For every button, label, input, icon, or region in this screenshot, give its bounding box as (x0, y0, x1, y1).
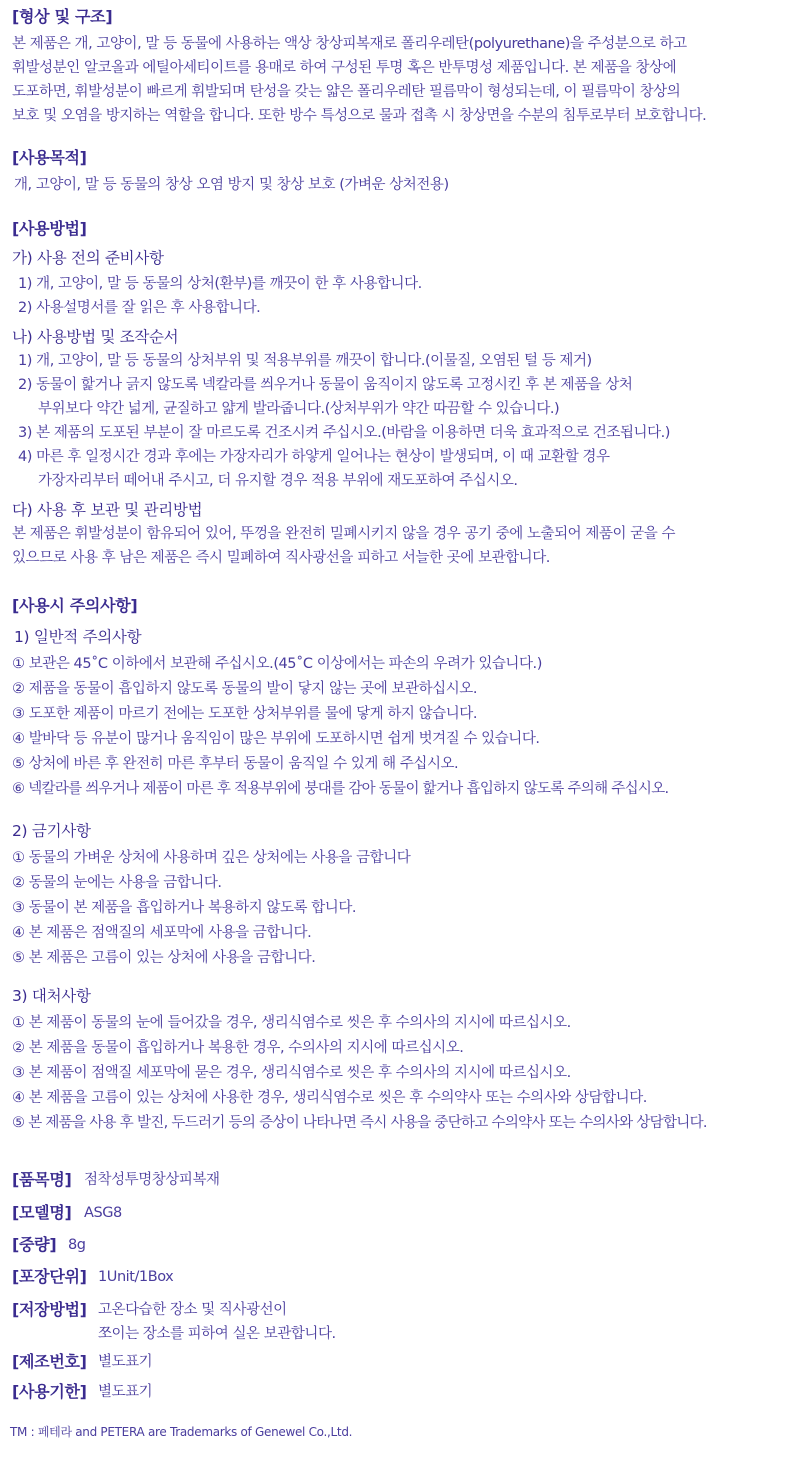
purpose-heading: [사용목적] (12, 148, 87, 167)
model-value: ASG8 (84, 1205, 122, 1221)
prohibit-item: ② 동물의 눈에는 사용을 금합니다. (12, 875, 222, 891)
general-item: ④ 발바닥 등 유분이 많거나 움직임이 많은 부위에 도포하시면 쉽게 벗겨질 수 있습니다. (12, 731, 540, 747)
step-item: 4) 마른 후 일정시간 경과 후에는 가장자리가 하얗게 일어나는 현상이 발생되며, 이 때 교환할 경우 (18, 449, 610, 465)
shape-line: 휘발성분인 알코올과 에틸아세티이트를 용매로 하여 구성된 투명 혹은 반투명성 제품입니다. 본 제품을 창상에 (12, 60, 677, 76)
weight-label: [중량] (12, 1235, 57, 1254)
general-title: 1) 일반적 주의사항 (14, 628, 142, 646)
response-item: ② 본 제품을 동물이 흡입하거나 복용한 경우, 수의사의 지시에 따르십시오. (12, 1040, 464, 1056)
lot-number-value: 별도표기 (98, 1354, 153, 1370)
shape-line: 도포하면, 휘발성분이 빠르게 휘발되며 탄성을 갖는 얇은 폴리우레탄 필름막이 형성되는데, 이 필름막이 창상의 (12, 84, 681, 100)
weight-value: 8g (68, 1237, 86, 1253)
response-item: ① 본 제품이 동물의 눈에 들어갔을 경우, 생리식염수로 씻은 후 수의사의 지시에 따르십시오. (12, 1015, 571, 1031)
expiry-label: [사용기한] (12, 1382, 87, 1401)
general-item: ⑤ 상처에 바른 후 완전히 마른 후부터 동물이 움직일 수 있게 해 주십시오. (12, 756, 459, 772)
general-item: ⑥ 넥칼라를 씌우거나 제품이 마른 후 적용부위에 붕대를 감아 동물이 핥거나 흡입하지 않도록 주의해 주십시오. (12, 781, 669, 797)
storage-line: 있으므로 사용 후 남은 제품은 즉시 밀폐하여 직사광선을 피하고 서늘한 곳에 보관합니다. (12, 550, 550, 566)
shape-line: 보호 및 오염을 방지하는 역할을 합니다. 또한 방수 특성으로 물과 접촉 시 창상면을 수분의 침투로부터 보호합니다. (12, 108, 707, 124)
lot-number-label: [제조번호] (12, 1352, 87, 1371)
general-item: ② 제품을 동물이 흡입하지 않도록 동물의 발이 닿지 않는 곳에 보관하십시오. (12, 681, 478, 697)
response-item: ④ 본 제품을 고름이 있는 상처에 사용한 경우, 생리식염수로 씻은 후 수의약사 또는 수의사와 상담합니다. (12, 1090, 647, 1106)
prohibit-title: 2) 금기사항 (12, 822, 91, 840)
item-name-label: [품목명] (12, 1170, 72, 1189)
cautions-heading: [사용시 주의사항] (12, 596, 138, 615)
general-item: ③ 도포한 제품이 마르기 전에는 도포한 상처부위를 물에 닿게 하지 않습니다. (12, 706, 478, 722)
step-item: 가장자리부터 떼어내 주시고, 더 유지할 경우 적용 부위에 재도포하여 주십시오. (38, 473, 518, 489)
prohibit-item: ③ 동물이 본 제품을 흡입하거나 복용하지 않도록 합니다. (12, 900, 357, 916)
package-label: [포장단위] (12, 1267, 87, 1286)
step-item: 3) 본 제품의 도포된 부분이 잘 마르도록 건조시켜 주십시오.(바람을 이용하면 더욱 효과적으로 건조됩니다.) (18, 425, 671, 441)
prohibit-item: ④ 본 제품은 점액질의 세포막에 사용을 금합니다. (12, 925, 312, 941)
model-label: [모델명] (12, 1203, 72, 1222)
trademark-notice: TM : 페테라 and PETERA are Trademarks of Genewel Co.,Ltd. (10, 1425, 353, 1439)
prohibit-item: ⑤ 본 제품은 고름이 있는 상처에 사용을 금합니다. (12, 950, 316, 966)
storage-method-label: [저장방법] (12, 1300, 87, 1319)
expiry-value: 별도표기 (98, 1384, 153, 1400)
prohibit-item: ① 동물의 가벼운 상처에 사용하며 깊은 상처에는 사용을 금합니다 (12, 850, 411, 866)
step-item: 1) 개, 고양이, 말 등 동물의 상처부위 및 적용부위를 깨끗이 합니다.(이물질, 오염된 털 등 제거) (18, 353, 592, 369)
general-item: ① 보관은 45˚C 이하에서 보관해 주십시오.(45˚C 이상에서는 파손의 우려가 있습니다.) (12, 656, 542, 672)
response-item: ③ 본 제품이 점액질 세포막에 묻은 경우, 생리식염수로 씻은 후 수의사의 지시에 따르십시오. (12, 1065, 571, 1081)
step-item: 부위보다 약간 넓게, 균질하고 얇게 발라줍니다.(상처부위가 약간 따끔할 수 있습니다.) (38, 401, 560, 417)
storage-title: 다) 사용 후 보관 및 관리방법 (12, 501, 203, 519)
storage-line: 본 제품은 휘발성분이 함유되어 있어, 뚜껑을 완전히 밀폐시키지 않을 경우 공기 중에 노출되어 제품이 굳을 수 (12, 526, 676, 542)
storage-method-value: 쪼이는 장소를 피하여 실온 보관합니다. (98, 1326, 336, 1342)
shape-line: 본 제품은 개, 고양이, 말 등 동물에 사용하는 액상 창상피복재로 폴리우레탄(polyurethane)을 주성분으로 하고 (12, 36, 687, 52)
step-item: 2) 동물이 핥거나 긁지 않도록 넥칼라를 씌우거나 동물이 움직이지 않도록 고정시킨 후 본 제품을 상처 (18, 377, 633, 393)
response-item: ⑤ 본 제품을 사용 후 발진, 두드러기 등의 증상이 나타나면 즉시 사용을 중단하고 수의약사 또는 수의사와 상담합니다. (12, 1115, 707, 1131)
purpose-line: 개, 고양이, 말 등 동물의 창상 오염 방지 및 창상 보호 (가벼운 상처전용) (14, 177, 449, 193)
steps-title: 나) 사용방법 및 조작순서 (12, 328, 179, 346)
usage-heading: [사용방법] (12, 219, 87, 238)
prep-item: 2) 사용설명서를 잘 읽은 후 사용합니다. (18, 300, 261, 316)
shape-heading: [형상 및 구조] (12, 7, 113, 26)
package-value: 1Unit/1Box (98, 1269, 174, 1285)
prep-item: 1) 개, 고양이, 말 등 동물의 상처(환부)를 깨끗이 한 후 사용합니다. (18, 276, 422, 292)
prep-title: 가) 사용 전의 준비사항 (12, 249, 164, 267)
storage-method-value: 고온다습한 장소 및 직사광선이 (98, 1302, 287, 1318)
response-title: 3) 대처사항 (12, 987, 91, 1005)
item-name-value: 점착성투명창상피복재 (84, 1172, 220, 1188)
